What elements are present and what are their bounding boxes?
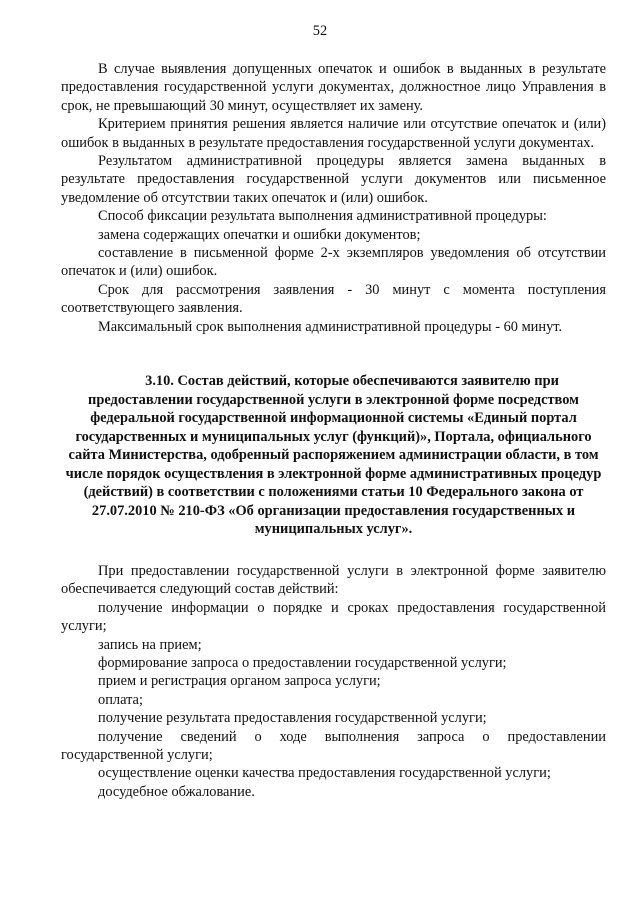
section-error-correction <box>61 60 606 336</box>
list-item: получение информации о порядке и сроках предоставления государственной услуги; <box>61 599 606 635</box>
paragraph: Срок для рассмотрения заявления - 30 минут с момента поступления соответствующего заявления. <box>61 281 606 317</box>
list-item: прием и регистрация органом запроса услуги; <box>98 673 381 690</box>
paragraph: Критерием принятия решения является наличие или отсутствие опечаток и (или) ошибок в выданных в результате предоставления государственной услуги документах. <box>61 116 606 151</box>
section-electronic-actions <box>61 562 606 801</box>
paragraph: В случае выявления допущенных опечаток и ошибок в выданных в результате предоставления государственной услуги документах, должностное лицо Управления в срок, не превышающий 30 минут, осуществляет их замену. <box>61 61 606 114</box>
paragraph: составление в письменной форме 2-х экземпляров уведомления об отсутствии опечаток и (или) ошибок. <box>61 245 606 280</box>
list-item: досудебное обжалование. <box>98 783 255 800</box>
paragraph: Максимальный срок выполнения административной процедуры - 60 минут. <box>98 318 563 335</box>
paragraph: замена содержащих опечатки и ошибки документов; <box>98 226 421 243</box>
list-item: запись на прием; <box>98 636 202 653</box>
list-item: получение сведений о ходе выполнения запроса о предоставлении государственной услуги; <box>61 728 606 764</box>
paragraph: Способ фиксации результата выполнения административной процедуры: <box>98 208 547 225</box>
section-heading: 3.10. Состав действий, которые обеспечиваются заявителю при предоставлении государственной услуги в электронной форме посредством федеральной государственной информационной системы «Единый портал государственных и муниципальных услуг (функций)», Портала, официального сайта Министерства, одобренный распоряжением администрации области, в том числе порядок осуществления в электронной форме административных процедур (действий) в соответствии с положениями статьи 10 Федерального закона от 27.07.2010 № 210-ФЗ «Об организации предоставления государственных и муниципальных услуг». <box>65 373 602 537</box>
list-item: получение результата предоставления государственной услуги; <box>98 710 487 727</box>
page-number: 52 <box>312 23 328 39</box>
list-item: осуществление оценки качества предоставления государственной услуги; <box>98 765 551 782</box>
list-item: оплата; <box>98 691 143 708</box>
paragraph: Результатом административной процедуры является замена выданных в результате предоставления государственной услуги документов или письменное уведомление об отсутствии таких опечаток и (или) ошибок. <box>61 153 606 206</box>
list-item: формирование запроса о предоставлении государственной услуги; <box>98 655 507 672</box>
paragraph: При предоставлении государственной услуги в электронной форме заявителю обеспечивается следующий состав действий: <box>61 563 606 598</box>
